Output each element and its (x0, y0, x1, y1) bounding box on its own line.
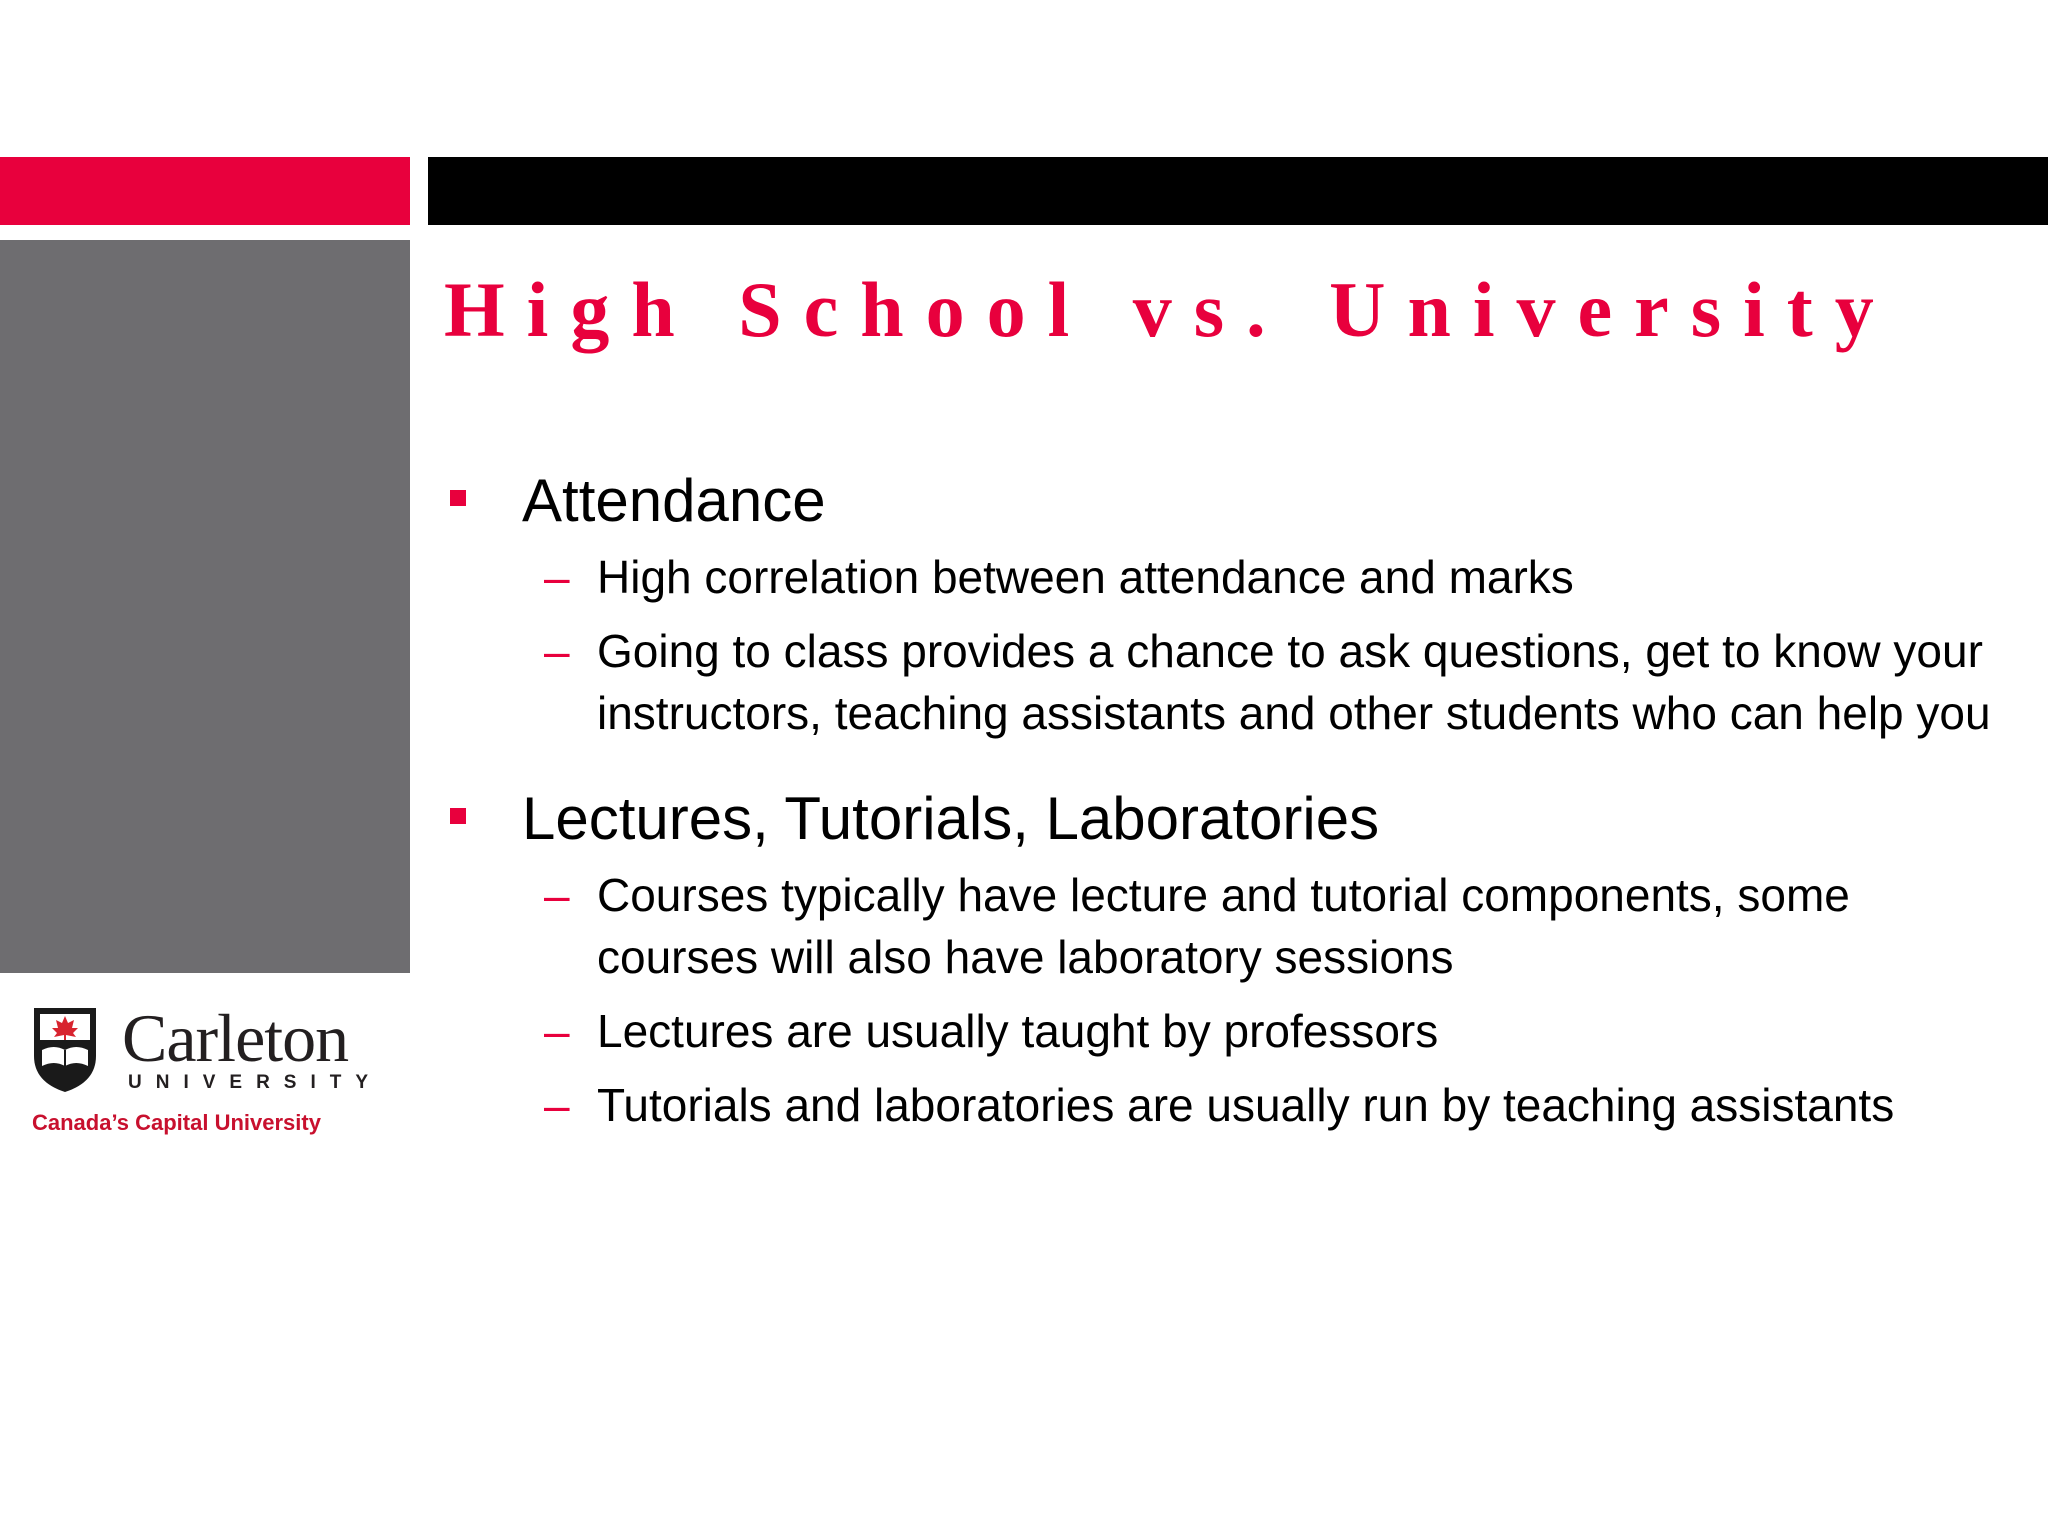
section-lectures (444, 778, 2004, 1136)
slide-content (444, 460, 2004, 1148)
side-panel (0, 240, 410, 973)
sub-item (444, 1000, 2004, 1062)
sub-item-text: High correlation between attendance and marks (597, 551, 1574, 603)
bullet-item (444, 778, 2004, 860)
university-logo (30, 1000, 390, 1150)
sub-item-text: Tutorials and laboratories are usually run by teaching assistants (597, 1079, 1895, 1131)
bullet-heading: Lectures, Tutorials, Laboratories (522, 785, 1380, 852)
dash-icon: – (544, 625, 570, 677)
square-bullet-icon (450, 808, 466, 824)
logo-tagline: Canada’s Capital University (32, 1110, 321, 1135)
carleton-crest-icon (30, 1004, 100, 1094)
sub-item-text: Going to class provides a chance to ask questions, get to know your instructors, teaching assistants and other students who can help you (597, 625, 1991, 739)
sub-item (444, 1074, 2004, 1136)
square-bullet-icon (450, 490, 466, 506)
dash-icon: – (544, 1079, 570, 1131)
sub-list (444, 546, 2004, 744)
header-accent-bar (0, 157, 410, 225)
dash-icon: – (544, 1005, 570, 1057)
dash-icon: – (544, 551, 570, 603)
header-black-bar (428, 157, 2048, 225)
slide-title: High School vs. University (444, 266, 1896, 353)
bullet-item (444, 460, 2004, 542)
sub-item (444, 620, 2004, 744)
bullet-heading: Attendance (522, 467, 826, 534)
sub-item (444, 546, 2004, 608)
dash-icon: – (544, 869, 570, 921)
section-attendance (444, 460, 2004, 744)
logo-wordmark: Carleton (122, 1000, 349, 1076)
logo-subtitle: UNIVERSITY (128, 1072, 383, 1093)
sub-list (444, 864, 2004, 1136)
sub-item-text: Lectures are usually taught by professors (597, 1005, 1439, 1057)
sub-item (444, 864, 2004, 988)
sub-item-text: Courses typically have lecture and tutorial components, some courses will also have laboratory sessions (597, 869, 1850, 983)
